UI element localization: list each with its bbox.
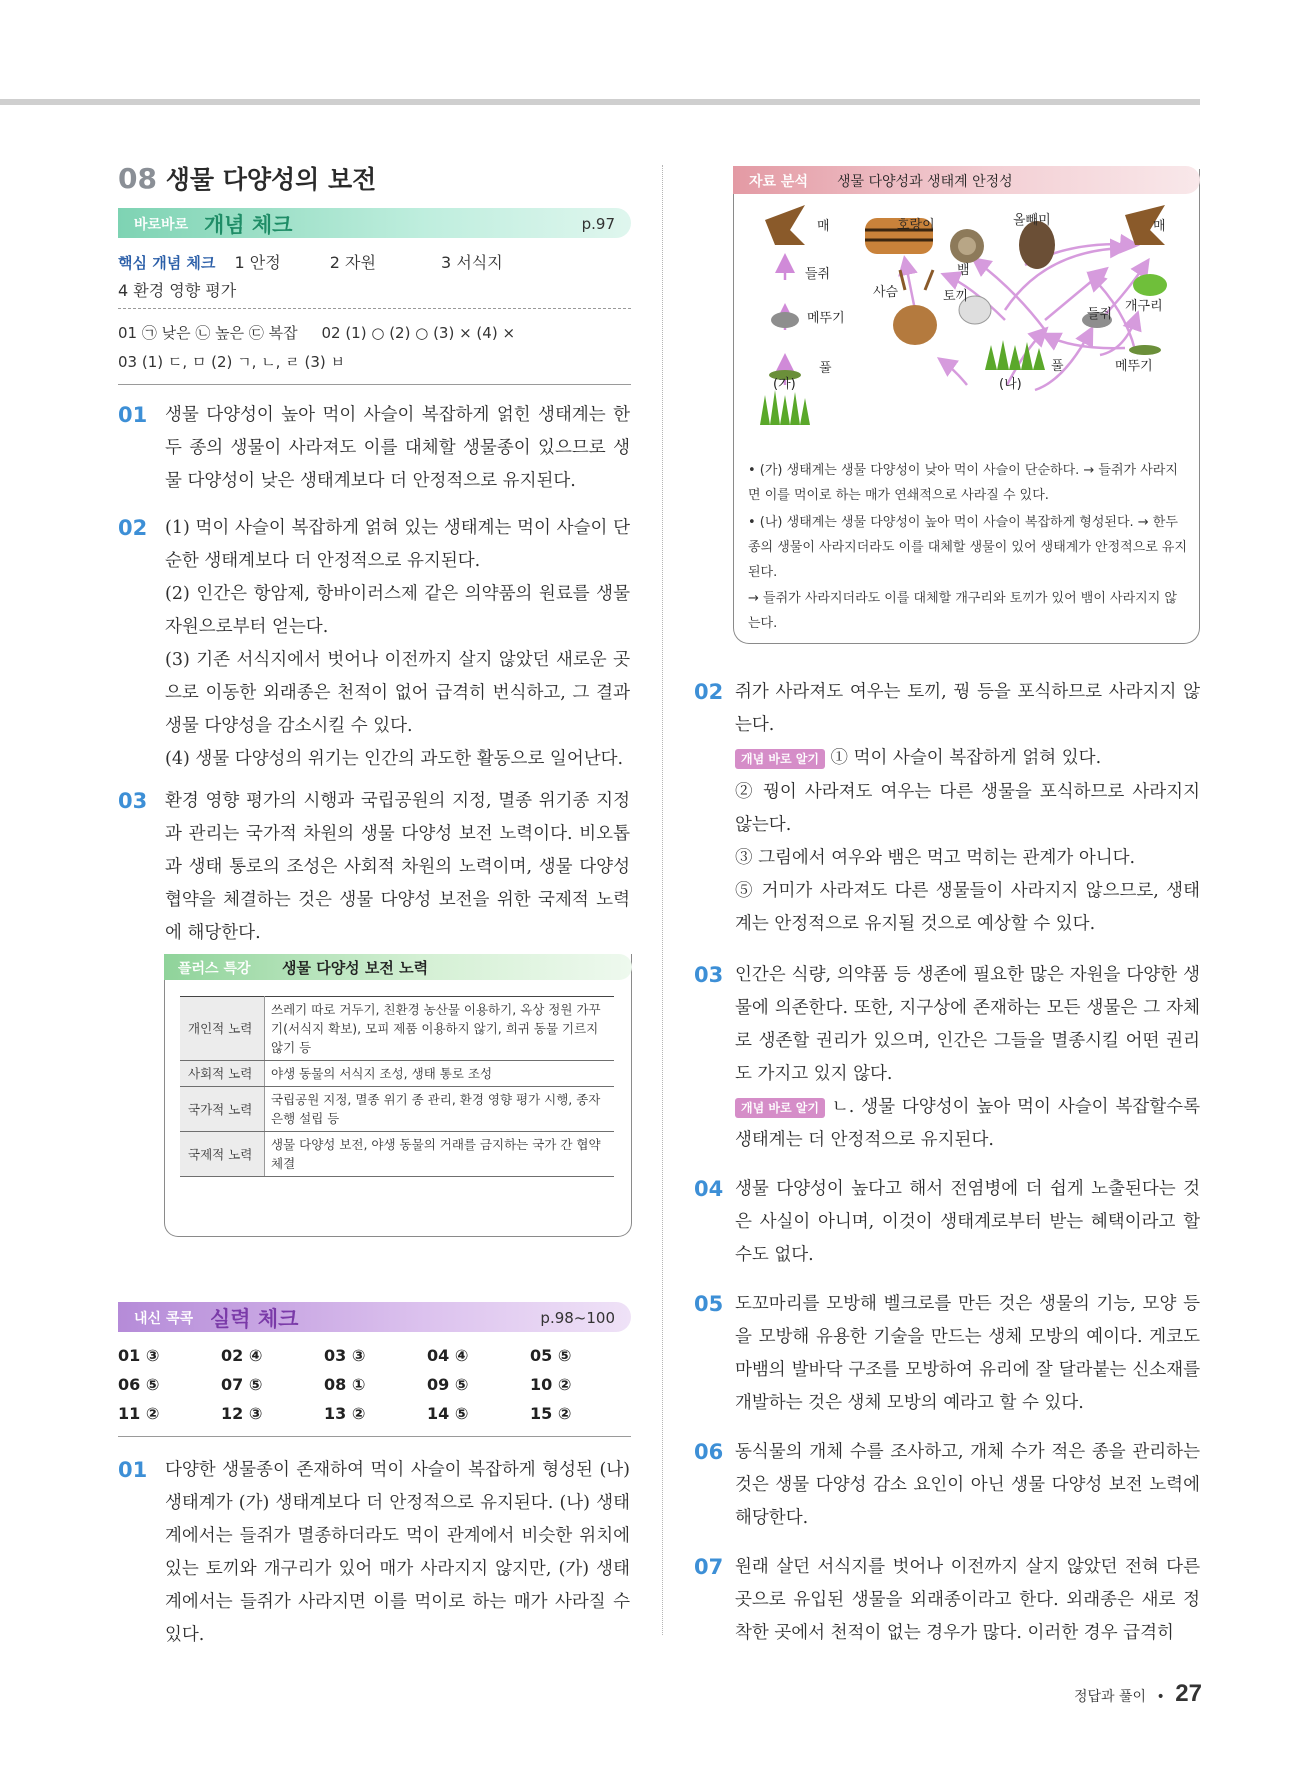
top-rule	[0, 99, 1200, 105]
band-small-label: 바로바로	[134, 217, 189, 233]
owl-icon	[1019, 221, 1055, 269]
core-item: 1 안정	[234, 253, 281, 272]
data-bullet: → 들쥐가 사라지더라도 이를 대체할 개구리와 토끼가 있어 뱀이 사라지지 않는다.	[748, 591, 1177, 631]
answer-tag: 개념 바로 알기	[735, 749, 825, 769]
question-number: 04	[694, 1177, 724, 1201]
row-header: 개인적 노력	[180, 997, 265, 1061]
explanation-text: 인간은 식량, 의약품 등 생존에 필요한 많은 자원을 다양한 생물에 의존한다. 또한, 지구상에 존재하는 모든 생물은 그 자체로 생존할 권리가 있으며, 인간은 그들을 멸종시킬 어떤 권리도 가지고 있지 않다.	[735, 965, 1200, 1084]
answer-item: 07 ⑤	[221, 1375, 263, 1394]
answer-line: 03 (1) ㄷ, ㅁ (2) ㄱ, ㄴ, ㄹ (3) ㅂ	[118, 353, 345, 371]
explanation-text: ⑤ 거미가 사라져도 다른 생물들이 사라지지 않으므로, 생태계는 안정적으로 유지될 것으로 예상할 수 있다.	[735, 881, 1200, 934]
explanation-text	[735, 742, 1200, 775]
section-number: 08	[118, 162, 157, 195]
explanation-text: ① 먹이 사슬이 복잡하게 얽혀 있다.	[830, 748, 1102, 768]
plus-label: 플러스 특강	[178, 961, 251, 977]
explanation-text: 생물 다양성이 높아 먹이 사슬이 복잡하게 얽힌 생태계는 한 두 종의 생물이 사라져도 이를 대체할 생물종이 있으므로 생물 다양성이 낮은 생태계보다 더 안정적으로 유지된다.	[165, 405, 630, 491]
core-concept-label: 핵심 개념 체크	[118, 254, 216, 272]
grass-b-icon	[985, 340, 1045, 370]
label-hawk-b: 매	[1153, 219, 1166, 234]
explanation-text: 원래 살던 서식지를 벗어나 이전까지 살지 않았던 전혀 다른 곳으로 유입된 생물을 외래종이라고 한다. 외래종은 새로 정착한 곳에서 천적이 없는 경우가 많다. 이러한 경우 급격히	[735, 1557, 1200, 1643]
explanation-text: ③ 그림에서 여우와 뱀은 먹고 먹히는 관계가 아니다.	[735, 848, 1136, 868]
label-owl: 올빼미	[1013, 213, 1051, 228]
row-body: 생물 다양성 보전, 야생 동물의 거래를 금지하는 국가 간 협약 체결	[265, 1132, 615, 1177]
column-divider	[662, 165, 663, 1635]
effort-table	[180, 996, 614, 1177]
question-number: 03	[118, 789, 148, 813]
answer-tag: 개념 바로 알기	[735, 1098, 825, 1118]
table-row	[180, 1061, 614, 1087]
page-footer: 정답과 풀이 • 27	[1074, 1680, 1202, 1707]
answer-item: 04 ④	[427, 1346, 469, 1365]
label-a: (가)	[773, 377, 796, 392]
band-title: 개념 체크	[204, 213, 293, 237]
row-header: 사회적 노력	[180, 1061, 265, 1087]
label-frog: 개구리	[1125, 299, 1163, 314]
explanation-text: 동식물의 개체 수를 조사하고, 개체 수가 적은 종을 관리하는 것은 생물 다양성 감소 요인이 아닌 생물 다양성 보전 노력에 해당한다.	[735, 1442, 1200, 1528]
plus-header	[164, 954, 632, 980]
core-item: 3 서식지	[441, 253, 503, 272]
plus-title: 생물 다양성 보전 노력	[282, 959, 429, 977]
explanation-text: 도꼬마리를 모방해 벨크로를 만든 것은 생물의 기능, 모양 등을 모방해 유용한 기술을 만드는 생체 모방의 예이다. 게코도마뱀의 발바닥 구조를 모방하여 유리에 잘 달라붙는 신소재를 개발하는 것은 생체 모방의 예라고 할 수 있다.	[735, 1294, 1200, 1413]
label-grass-b: 풀	[1051, 359, 1064, 374]
label-snake: 뱀	[957, 263, 970, 278]
core-item: 2 자원	[329, 253, 376, 272]
row-body: 쓰레기 따로 거두기, 친환경 농산물 이용하기, 옥상 정원 가꾸기(서식지 확보), 모피 제품 이용하지 않기, 희귀 동물 기르지 않기 등	[265, 997, 615, 1061]
label-mouse-b: 들쥐	[1087, 307, 1113, 322]
label-b: (나)	[999, 377, 1022, 392]
answer-item: 06 ⑤	[118, 1375, 160, 1394]
question-number: 03	[694, 963, 724, 987]
answer-item: 08 ①	[324, 1375, 366, 1394]
dashed-divider	[118, 308, 631, 309]
frog-icon	[1133, 274, 1167, 296]
label-tiger: 호랑이	[897, 218, 935, 233]
solid-divider	[118, 1436, 631, 1437]
data-title: 생물 다양성과 생태계 안정성	[837, 174, 1013, 190]
answer-item: 05 ⑤	[530, 1346, 572, 1365]
answer-item: 12 ③	[221, 1404, 263, 1423]
label-rabbit: 토끼	[943, 289, 969, 304]
answer-item: 03 ③	[324, 1346, 366, 1365]
answer-item: 14 ⑤	[427, 1404, 469, 1423]
explanation-text	[735, 1091, 1200, 1157]
data-bullet: • (나) 생태계는 생물 다양성이 높아 먹이 사슬이 복잡하게 형성된다. → 한두 종의 생물이 사라지더라도 이를 대체할 생물이 있어 생태계가 안정적으로 유지된다.	[748, 515, 1188, 580]
skill-check-band	[118, 1302, 631, 1332]
section-title-text: 생물 다양성의 보전	[165, 165, 377, 194]
explanation-text: 환경 영향 평가의 시행과 국립공원의 지정, 멸종 위기종 지정과 관리는 국가적 차원의 생물 다양성 보전 노력이다. 비오톱과 생태 통로의 조성은 사회적 차원의 노력이며, 생물 다양성 협약을 체결하는 것은 생물 다양성 보전을 위한 국제적 노력에 해당한다.	[165, 791, 630, 943]
label-mouse-a: 들쥐	[805, 267, 831, 282]
question-number: 02	[118, 516, 148, 540]
data-analysis-header	[733, 166, 1200, 194]
explanation-text: (2) 인간은 항암제, 항바이러스제 같은 의약품의 원료를 생물 자원으로부터 얻는다.	[165, 584, 630, 637]
label-grasshopper-a: 메뚜기	[807, 311, 845, 326]
solid-divider	[118, 384, 631, 385]
page-number: 27	[1175, 1680, 1202, 1707]
table-row	[180, 997, 614, 1061]
question-number: 01	[118, 1458, 148, 1482]
band-title: 실력 체크	[210, 1307, 299, 1331]
answer-item: 15 ②	[530, 1404, 572, 1423]
table-row	[180, 1132, 614, 1177]
question-number: 01	[118, 403, 148, 427]
hawk-a-icon	[765, 205, 805, 245]
footer-label: 정답과 풀이	[1074, 1689, 1147, 1705]
row-header: 국가적 노력	[180, 1087, 265, 1132]
answer-item: 11 ②	[118, 1404, 160, 1423]
label-grasshopper-b: 메뚜기	[1115, 359, 1153, 374]
table-row	[180, 1087, 614, 1132]
question-number: 07	[694, 1555, 724, 1579]
food-web-diagram	[745, 200, 1190, 440]
grasshopper-b-icon	[1129, 345, 1161, 355]
explanation-text: 다양한 생물종이 존재하여 먹이 사슬이 복잡하게 형성된 (나) 생태계가 (가) 생태계보다 더 안정적으로 유지된다. (나) 생태계에서는 들쥐가 멸종하더라도 먹이 관계에서 비슷한 위치에 있는 토끼와 개구리가 있어 매가 사라지지 않지만, (가) 생태계에서는 들쥐가 사라지면 이를 먹이로 하는 매가 사라질 수 있다.	[165, 1460, 630, 1645]
label-deer: 사슴	[873, 285, 899, 300]
band-page: p.97	[581, 215, 615, 233]
question-number: 06	[694, 1440, 724, 1464]
answer-item: 09 ⑤	[427, 1375, 469, 1394]
data-bullet: • (가) 생태계는 생물 다양성이 낮아 먹이 사슬이 단순하다. → 들쥐가 사라지면 이를 먹이로 하는 매가 연쇄적으로 사라질 수 있다.	[748, 463, 1178, 503]
question-number: 02	[694, 680, 724, 704]
mouse-a-icon	[771, 312, 799, 328]
explanation-text: (3) 기존 서식지에서 벗어나 이전까지 살지 않았던 새로운 곳으로 이동한 외래종은 천적이 없어 급격히 번식하고, 그 결과 생물 다양성을 감소시킬 수 있다.	[165, 650, 630, 736]
answer-item: 10 ②	[530, 1375, 572, 1394]
explanation-text: (4) 생물 다양성의 위기는 인간의 과도한 활동으로 일어난다.	[165, 749, 624, 769]
row-header: 국제적 노력	[180, 1132, 265, 1177]
deer-icon	[893, 305, 937, 345]
label-hawk-a: 매	[817, 219, 830, 234]
core-item: 4 환경 영향 평가	[118, 281, 237, 300]
band-small-label: 내신 콕콕	[134, 1311, 193, 1327]
row-body: 국립공원 지정, 멸종 위기 종 관리, 환경 영향 평가 시행, 종자 은행 설립 등	[265, 1087, 615, 1132]
band-page: p.98~100	[540, 1309, 615, 1327]
question-number: 05	[694, 1292, 724, 1316]
core-concept-line	[118, 250, 503, 273]
grass-a-icon	[760, 390, 810, 425]
data-label: 자료 분석	[749, 174, 808, 190]
explanation-text: (1) 먹이 사슬이 복잡하게 얽혀 있는 생태계는 먹이 사슬이 단순한 생태계보다 더 안정적으로 유지된다.	[165, 518, 630, 571]
answer-item: 02 ④	[221, 1346, 263, 1365]
explanation-text: ㄴ. 생물 다양성이 높아 먹이 사슬이 복잡할수록 생태계는 더 안정적으로 유지된다.	[735, 1097, 1200, 1150]
answer-item: 13 ②	[324, 1404, 366, 1423]
explanation-text: ② 꿩이 사라져도 여우는 다른 생물을 포식하므로 사라지지 않는다.	[735, 782, 1200, 835]
concept-check-band	[118, 208, 631, 238]
explanation-text: 생물 다양성이 높다고 해서 전염병에 더 쉽게 노출된다는 것은 사실이 아니며, 이것이 생태계로부터 받는 혜택이라고 할 수도 없다.	[735, 1179, 1200, 1265]
answer-item: 01 ③	[118, 1346, 160, 1365]
label-grass-a: 풀	[819, 361, 832, 376]
row-body: 야생 동물의 서식지 조성, 생태 통로 조성	[265, 1061, 615, 1087]
explanation-text: 쥐가 사라져도 여우는 토끼, 꿩 등을 포식하므로 사라지지 않는다.	[735, 682, 1200, 735]
answer-line: 01 ㉠ 낮은 ㉡ 높은 ㉢ 복잡 02 (1) ○ (2) ○ (3) × (4) ×	[118, 324, 516, 342]
section-title	[118, 160, 376, 196]
